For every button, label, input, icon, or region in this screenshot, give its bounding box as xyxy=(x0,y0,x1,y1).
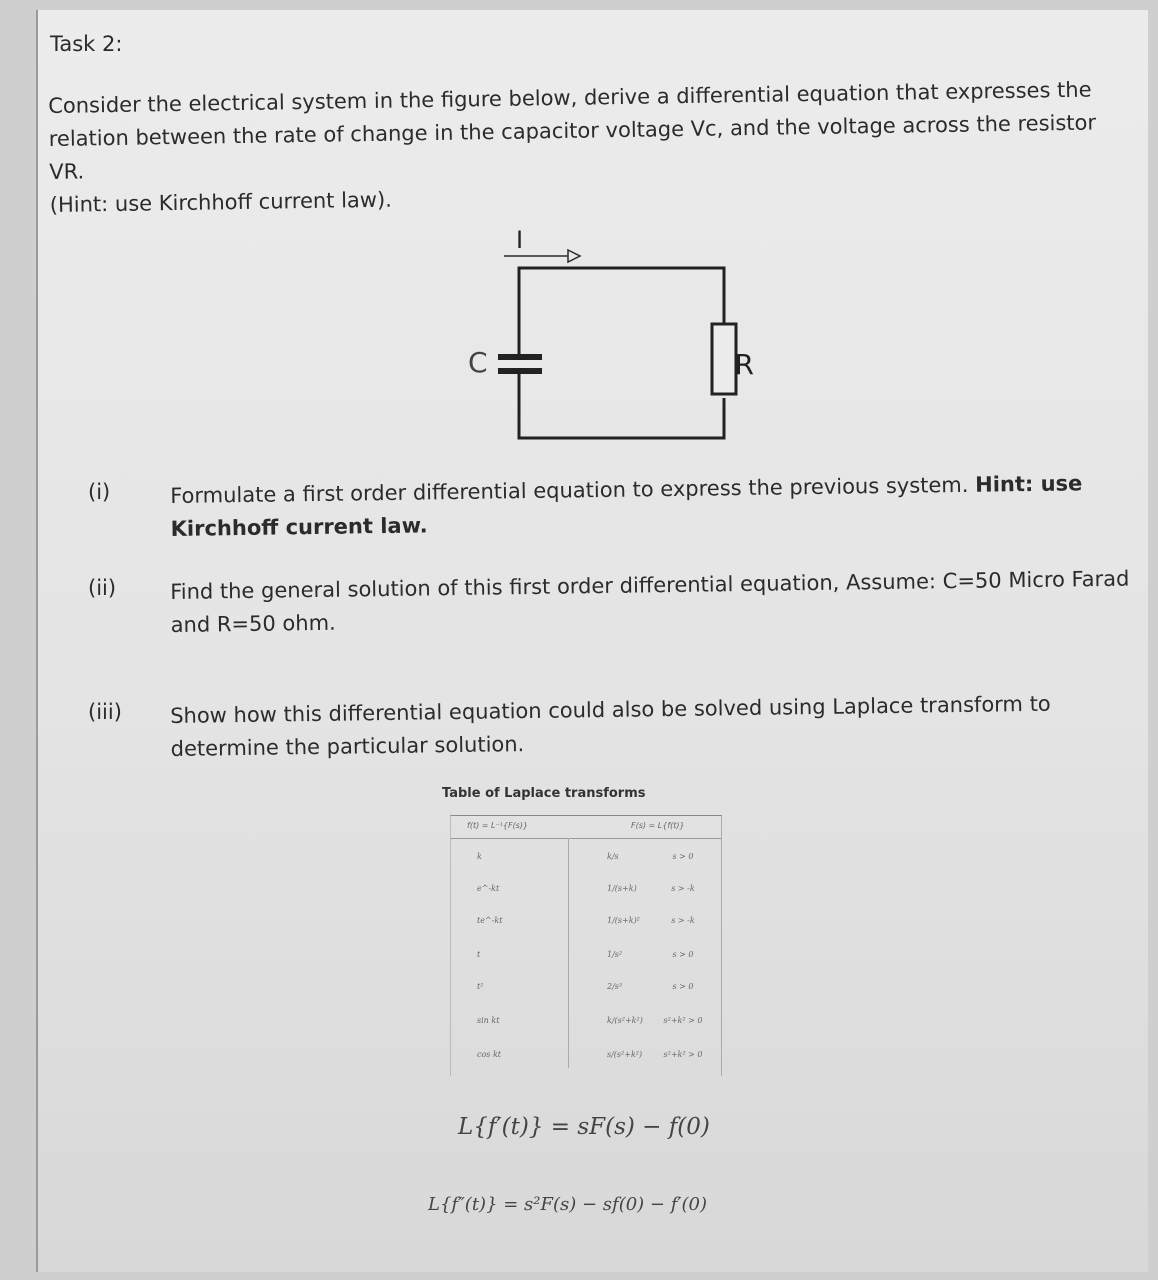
table-cell-condition: s²+k² > 0 xyxy=(663,1016,703,1025)
laplace-table xyxy=(450,815,722,1076)
question-1-text xyxy=(170,467,1131,546)
table-cell-condition: s > 0 xyxy=(672,852,694,861)
table-cell-F: 1/(s+k)² xyxy=(607,916,640,925)
question-2-line-1: Find the general solution of this first order differential equation, Assume: C=50 Micro Farad xyxy=(170,566,1130,604)
table-header-s-domain: F(s) = L{f(t)} xyxy=(631,821,685,830)
question-1-number: (i) xyxy=(88,480,111,504)
intro-line-2: relation between the rate of change in the capacitor voltage Vc, and the voltage across the resistor VR. xyxy=(48,110,1097,184)
capacitor-plate-bottom xyxy=(498,368,542,374)
table-cell-f: t xyxy=(477,950,481,959)
table-cell-F: 1/s² xyxy=(607,950,623,959)
question-1-hint: Hint: use xyxy=(974,471,1083,497)
table-cell-condition: s²+k² > 0 xyxy=(663,1050,703,1059)
table-cell-F: k/(s²+k²) xyxy=(607,1016,643,1025)
rc-circuit-diagram xyxy=(428,222,754,456)
table-cell-condition: s > 0 xyxy=(672,950,694,959)
table-cell-f: e^-kt xyxy=(477,884,500,893)
table-cell-condition: s > -k xyxy=(671,916,695,925)
question-2-number: (ii) xyxy=(88,576,117,600)
question-3-line-2: determine the particular solution. xyxy=(170,732,525,761)
intro-line-3: (Hint: use Kirchhoff current law). xyxy=(49,187,393,217)
table-cell-f: t² xyxy=(477,982,484,991)
question-1-line-1: Formulate a first order differential equation to express the previous system. xyxy=(170,472,969,508)
table-cell-condition: s > 0 xyxy=(672,982,694,991)
current-label: I xyxy=(516,226,524,254)
table-cell-f: k xyxy=(477,852,482,861)
first-derivative-formula: L{f′(t)} = sF(s) − f(0) xyxy=(458,1114,710,1140)
capacitor-plate-top xyxy=(498,354,542,360)
second-derivative-formula: L{f″(t)} = s²F(s) − sf(0) − f′(0) xyxy=(428,1194,707,1215)
table-cell-f: te^-kt xyxy=(477,916,503,925)
table-cell-F: 2/s³ xyxy=(607,982,623,991)
resistor-symbol xyxy=(712,324,736,394)
intro-line-1: Consider the electrical system in the figure below, derive a differential equation that expresses the xyxy=(48,77,1092,118)
table-column-divider xyxy=(568,838,569,1068)
question-1-line-2: Kirchhoff current law. xyxy=(170,513,428,541)
task-title: Task 2: xyxy=(50,32,123,56)
worksheet-page xyxy=(36,10,1148,1272)
resistor-label: R xyxy=(734,348,754,381)
table-cell-f: sin kt xyxy=(477,1016,500,1025)
question-3-number: (iii) xyxy=(88,700,122,724)
table-header-time-domain: f(t) = L⁻¹{F(s)} xyxy=(467,821,529,830)
table-cell-F: 1/(s+k) xyxy=(607,884,637,893)
table-cell-F: s/(s²+k²) xyxy=(607,1050,643,1059)
question-3-text xyxy=(170,687,1131,766)
question-3-line-1: Show how this differential equation could also be solved using Laplace transform to xyxy=(170,691,1051,728)
table-cell-f: cos kt xyxy=(477,1050,502,1059)
table-cell-condition: s > -k xyxy=(671,884,695,893)
question-2-line-2: and R=50 ohm. xyxy=(170,610,336,637)
capacitor-label: C xyxy=(468,346,488,379)
question-2-text xyxy=(170,563,1131,642)
table-header-divider xyxy=(451,838,721,839)
task-intro xyxy=(48,73,1135,222)
laplace-table-caption: Table of Laplace transforms xyxy=(442,786,646,801)
table-cell-F: k/s xyxy=(607,852,619,861)
